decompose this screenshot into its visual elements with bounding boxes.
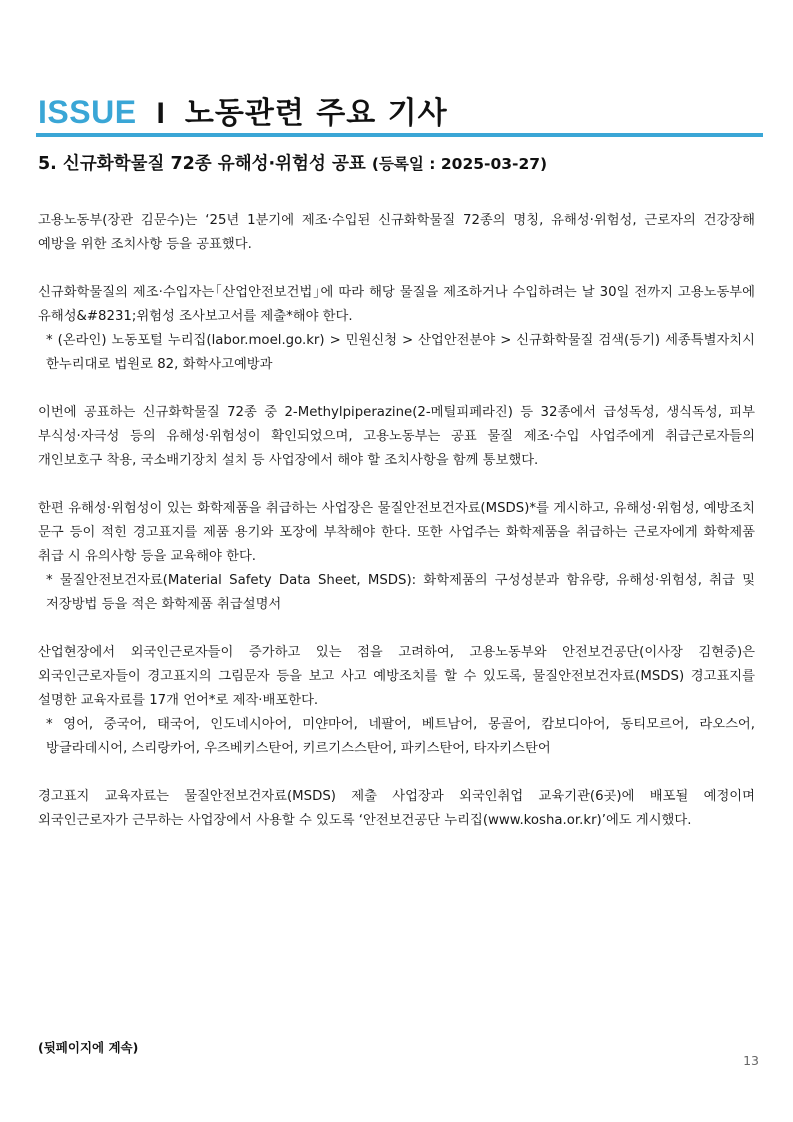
article-title-text: 5. 신규화학물질 72종 유해성·위험성 공표 (38, 154, 366, 174)
issue-label: ISSUE (38, 94, 137, 130)
section-title: 노동관련 주요 기사 (184, 96, 448, 131)
footnote: * 영어, 중국어, 태국어, 인도네시아어, 미얀마어, 네팔어, 베트남어, 몽골어, 캄보디아어, 동티모르어, 라오스어, 방글라데시어, 스리랑카어, 우즈베키스탄어, 키르기스스탄어, 파키스탄어, 타자키스탄어 (46, 717, 755, 756)
article-date: (등록일 : 2025-03-27) (371, 155, 548, 173)
paragraph: 신규화학물질의 제조·수입자는｢산업안전보건법｣에 따라 해당 물질을 제조하거나 수입하려는 날 30일 전까지 고용노동부에 유해성&#8231;위험성 조사보고서를 제출*해야 한다. (38, 285, 755, 324)
paragraph: 한편 유해성·위험성이 있는 화학제품을 취급하는 사업장은 물질안전보건자료(MSDS)*를 게시하고, 유해성·위험성, 예방조치 문구 등이 적힌 경고표지를 제품 용기와 포장에 부착해야 한다. 또한 사업주는 화학제품을 취급하는 근로자에게 화학제품 취급 시 유의사항 등을 교육해야 한다. (38, 501, 755, 564)
section-header (38, 88, 448, 132)
footnote: * (온라인) 노동포털 누리집(labor.moel.go.kr) > 민원신청 > 산업안전분야 > 신규화학물질 검색(등기) 세종특별자치시 한누리대로 법원로 82, 화학사고예방과 (46, 333, 755, 372)
header-separator: I (156, 97, 165, 130)
paragraph: 이번에 공표하는 신규화학물질 72종 중 2-Methylpiperazine(2-메틸피페라진) 등 32종에서 급성독성, 생식독성, 피부 부식성·자극성 등의 유해성·위험성이 확인되었으며, 고용노동부는 공표 물질 제조·수입 사업주에게 취급근로자들의 개인보호구 착용, 국소배기장치 설치 등 사업장에서 해야 할 조치사항을 함께 통보했다. (38, 405, 755, 468)
paragraph: 경고표지 교육자료는 물질안전보건자료(MSDS) 제출 사업장과 외국인취업 교육기관(6곳)에 배포될 예정이며 외국인근로자가 근무하는 사업장에서 사용할 수 있도록 ‘안전보건공단 누리집(www.kosha.or.kr)’에도 게시했다. (38, 789, 755, 828)
continue-notice: (뒷페이지에 계속) (38, 1040, 139, 1055)
article-title (38, 150, 547, 175)
paragraph: 산업현장에서 외국인근로자들이 증가하고 있는 점을 고려하여, 고용노동부와 안전보건공단(이사장 김현중)은 외국인근로자들이 경고표지의 그림문자 등을 보고 사고 예방조치를 할 수 있도록, 물질안전보건자료(MSDS) 경고표지를 설명한 교육자료를 17개 언어*로 제작·배포한다. (38, 645, 755, 708)
paragraph: 고용노동부(장관 김문수)는 ‘25년 1분기에 제조·수입된 신규화학물질 72종의 명칭, 유해성·위험성, 근로자의 건강장해 예방을 위한 조치사항 등을 공표했다. (38, 213, 755, 252)
footnote: * 물질안전보건자료(Material Safety Data Sheet, MSDS): 화학제품의 구성성분과 함유량, 유해성·위험성, 취급 및 저장방법 등을 적은 화학제품 취급설명서 (46, 573, 755, 612)
header-rule (36, 133, 763, 137)
article-body (38, 209, 755, 857)
page-number: 13 (743, 1053, 759, 1068)
